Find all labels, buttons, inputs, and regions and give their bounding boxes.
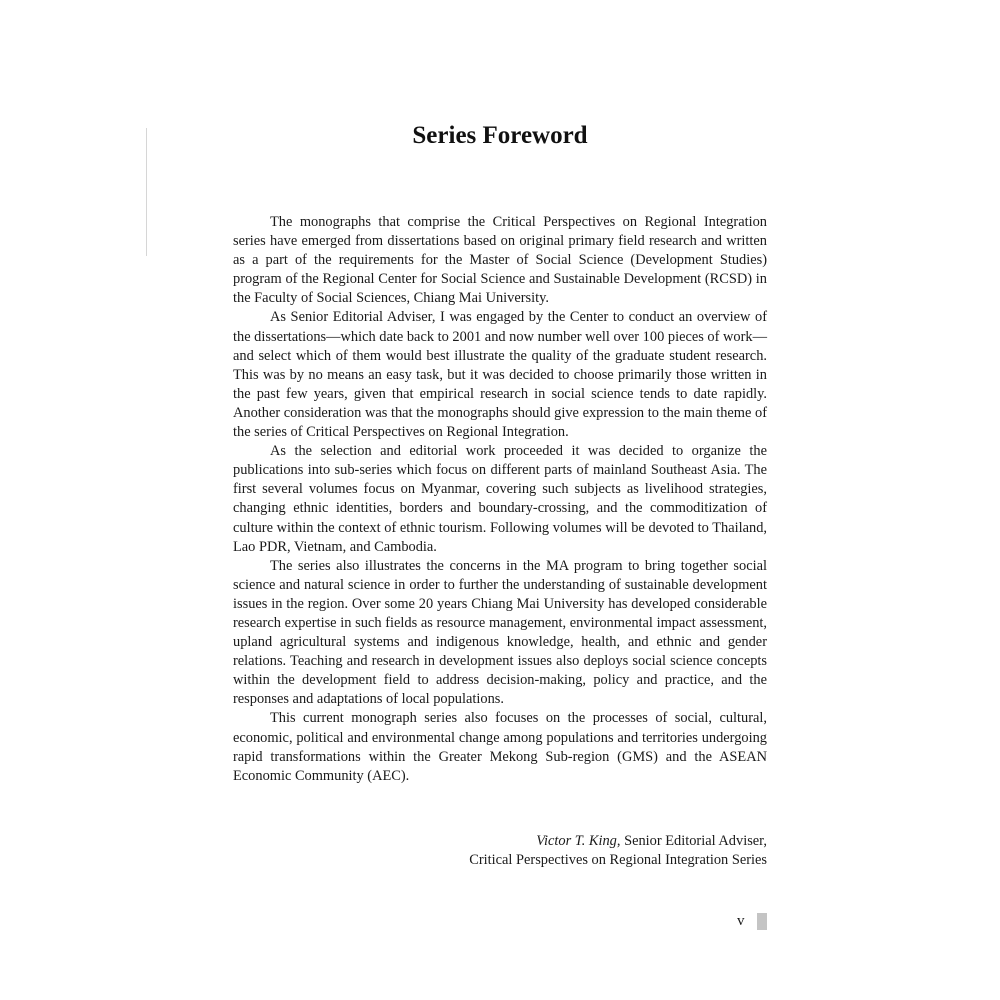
paragraph-2: As Senior Editorial Adviser, I was engaged by the Center to conduct an overview of the dissertations—which date back to 2001 and now number well over 100 pieces of work—and select which of them would best illustrate the quality of the graduate student research. This was by no means an easy task, but it was decided to choose primarily those written in the past few years, given that empirical research in social science tends to date rapidly. Another consideration was that the monographs should give expression to the main theme of the series of Critical Perspectives on Regional Integration. — [233, 309, 767, 441]
page-number: v — [737, 913, 745, 929]
margin-rule — [146, 128, 147, 256]
signature-role: , Senior Editorial Adviser, — [616, 833, 767, 849]
foreword-body — [233, 213, 767, 786]
paragraph-4: The series also illustrates the concerns in the MA program to bring together social science and natural science in order to further the understanding of sustainable development issues in the region. Over some 20 years Chiang Mai University has developed considerable research expertise in such fields as resource management, environmental impact assessment, upland agricultural systems and indigenous knowledge, health, and ethnic and gender relations. Teaching and research in development issues also deploys social science concepts within the development field to address decision-making, policy and practice, and the responses and adaptations of local populations. — [233, 557, 767, 708]
signature-series: Critical Perspectives on Regional Integration Series — [469, 852, 767, 869]
signature-block — [233, 832, 767, 870]
signature-name: Victor T. King — [536, 833, 617, 849]
page-thumb-tab — [757, 913, 767, 930]
paragraph-1: The monographs that comprise the Critical Perspectives on Regional Integration series have emerged from dissertations based on original primary field research and written as a part of the requirements for the Master of Social Science (Development Studies) program of the Regional Center for Social Science and Sustainable Development (RCSD) in the Faculty of Social Sciences, Chiang Mai University. — [233, 214, 767, 307]
paragraph-3: As the selection and editorial work proceeded it was decided to organize the publications into sub-series which focus on different parts of mainland Southeast Asia. The first several volumes focus on Myanmar, covering such subjects as livelihood strategies, changing ethnic identities, borders and boundary-crossing, and the commoditization of culture within the context of ethnic tourism. Following volumes will be devoted to Thailand, Lao PDR, Vietnam, and Cambodia. — [233, 443, 767, 555]
page-title: Series Foreword — [412, 122, 588, 149]
paragraph-5: This current monograph series also focuses on the processes of social, cultural, economic, political and environmental change among populations and territories undergoing rapid transformations within the Greater Mekong Sub-region (GMS) and the ASEAN Economic Community (AEC). — [233, 710, 767, 784]
signature-line-1 — [233, 832, 767, 851]
